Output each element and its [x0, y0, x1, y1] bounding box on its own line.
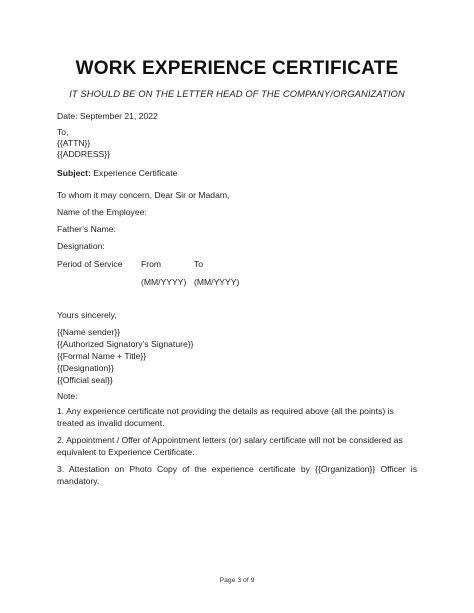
fathers-name-field: Father’s Name: [57, 224, 116, 234]
recipient-to: To, [57, 127, 69, 137]
subject-value: Experience Certificate [90, 168, 178, 178]
signature-line: {{Name sender}} [57, 327, 121, 337]
signature-line: {{Official seal}} [57, 375, 113, 385]
note-label: Note: [57, 391, 78, 401]
document-title: WORK EXPERIENCE CERTIFICATE [75, 58, 399, 79]
closing: Yours sincerely, [57, 310, 117, 320]
note-item: 1. Any experience certificate not providing the details as required above (all the points) is treated as invalid document. [57, 406, 394, 428]
to-label: To [194, 259, 204, 269]
period-of-service-label: Period of Service [57, 259, 123, 269]
from-label: From [141, 259, 162, 269]
employee-name-field: Name of the Employee: [57, 207, 147, 217]
recipient-attn: {{ATTN}} [57, 138, 91, 148]
designation-field: Designation: [57, 241, 105, 251]
note-item: 3. Attestation on Photo Copy of the experience certificate by {{Organization}} Officer is mandatory. [57, 464, 417, 486]
date-line: Date: September 21, 2022 [57, 111, 158, 121]
signature-line: {{Designation}} [57, 363, 114, 373]
to-placeholder: (MM/YYYY) [194, 277, 240, 287]
subject-label: Subject: [57, 168, 91, 178]
signature-line: {{Formal Name + Title}} [57, 351, 147, 361]
letterhead-instruction: IT SHOULD BE ON THE LETTER HEAD OF THE COMPANY/ORGANIZATION [69, 88, 405, 99]
signature-line: {{Authorized Signatory’s Signature}} [57, 339, 194, 349]
salutation: To whom it may concern, Dear Sir or Madam, [57, 190, 230, 200]
recipient-address: {{ADDRESS}} [57, 149, 111, 159]
from-placeholder: (MM/YYYY) [141, 277, 187, 287]
page-number: Page 3 of 9 [219, 577, 255, 584]
note-item: 2. Appointment / Offer of Appointment letters (or) salary certificate will not be considered as equivalent to Experience Certificate. [57, 435, 403, 457]
subject-line [57, 168, 177, 179]
